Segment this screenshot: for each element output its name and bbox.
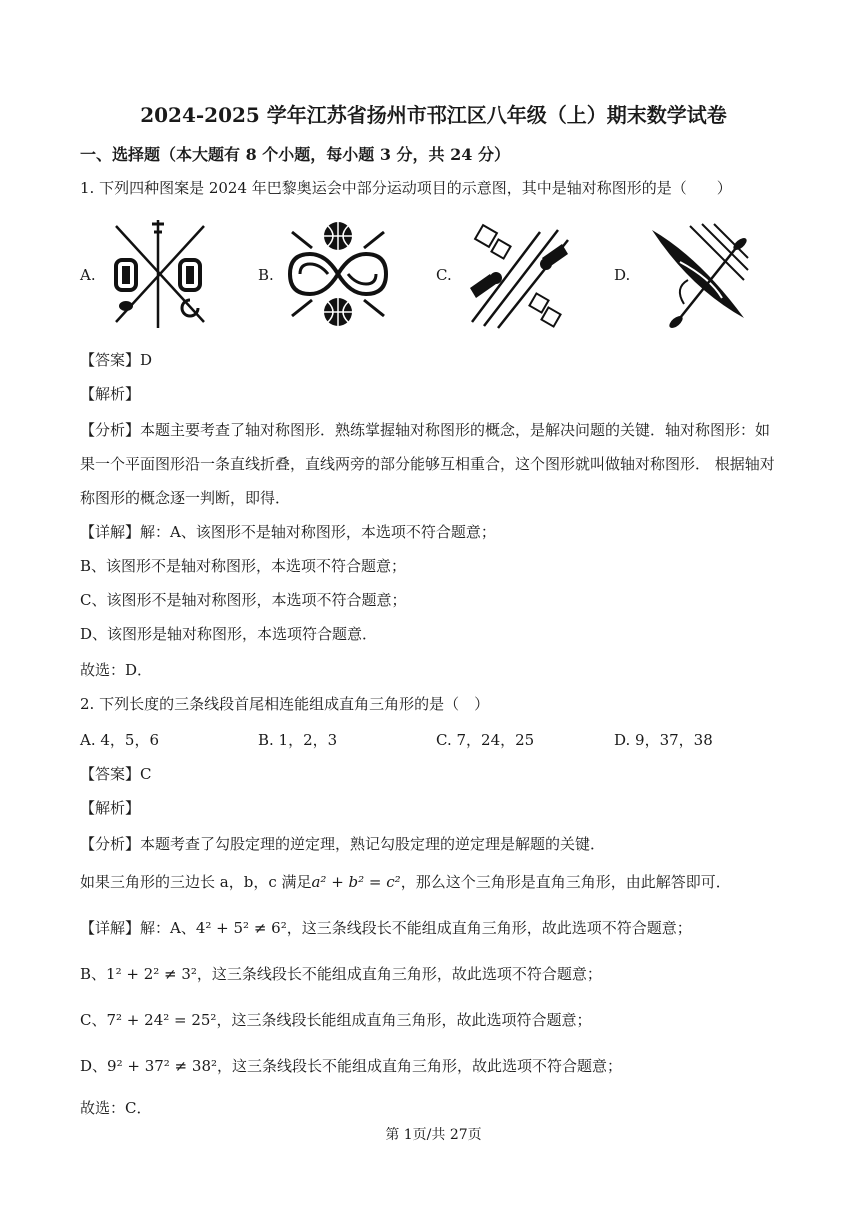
condition-suffix: ，那么这个三角形是直角三角形，由此解答即可．: [400, 873, 731, 891]
formula-b: 1² + 2² ≠ 3²: [106, 965, 197, 983]
option-a-label: A.: [80, 266, 96, 284]
analysis-1-line-3: 称图形的概念逐一判断，即得．: [80, 489, 291, 507]
answer-2: 【答案】C: [80, 765, 152, 783]
choice-a: A. 4，5，6: [80, 731, 159, 749]
analysis-2: 【分析】本题考查了勾股定理的逆定理，熟记勾股定理的逆定理是解题的关键．: [80, 835, 606, 853]
question-1-stem: 1. 下列四种图案是 2024 年巴黎奥运会中部分运动项目的示意图，其中是轴对称图形的是（ ）: [80, 179, 732, 197]
formula-c: 7² + 24² = 25²: [106, 1011, 217, 1029]
choice-d: D. 9，37，38: [614, 731, 713, 749]
condition-line: [80, 872, 731, 892]
badminton-icon: [462, 218, 574, 330]
detail-1-line-3: C、该图形不是轴对称图形，本选项不符合题意；: [80, 591, 407, 609]
answer-1: 【答案】D: [80, 351, 153, 369]
basketball-icon: [282, 218, 394, 330]
analysis-heading-2: 【解析】: [80, 799, 141, 817]
detail-label-c: C、: [80, 1011, 107, 1029]
section-heading: 一、选择题（本大题有 8 个小题，每小题 3 分，共 24 分）: [80, 145, 510, 164]
detail-2-line-d: [80, 1056, 622, 1076]
conclusion-1: 故选：D．: [80, 661, 153, 679]
condition-prefix: 如果三角形的三边长 a，b，c 满足: [80, 873, 312, 891]
rowing-icon: [640, 218, 752, 330]
question-2-stem: 2. 下列长度的三条线段首尾相连能组成直角三角形的是（ ）: [80, 695, 490, 713]
detail-2-line-a: [80, 918, 692, 938]
detail-text-d: ，这三条线段长不能组成直角三角形，故此选项不符合题意；: [217, 1057, 623, 1075]
detail-prefix: 【详解】解：A、: [80, 919, 196, 937]
detail-label-b: B、: [80, 965, 107, 983]
conclusion-2: 故选：C．: [80, 1099, 152, 1117]
detail-text-a: ，这三条线段长不能组成直角三角形，故此选项不符合题意；: [286, 919, 692, 937]
detail-label-d: D、: [80, 1057, 108, 1075]
formula-d: 9² + 37² ≠ 38²: [107, 1057, 217, 1075]
page-footer: 第 1页/共 27页: [385, 1127, 482, 1143]
detail-1-line-4: D、该图形是轴对称图形，本选项符合题意．: [80, 625, 378, 643]
option-d-label: D.: [614, 266, 631, 284]
detail-1-line-2: B、该图形不是轴对称图形，本选项不符合题意；: [80, 557, 407, 575]
option-c-label: C.: [436, 266, 452, 284]
analysis-1-line-2: 果一个平面图形沿一条直线折叠，直线两旁的部分能够互相重合，这个图形就叫做轴对称图形． 根据轴对: [80, 455, 775, 473]
choice-b: B. 1，2，3: [258, 731, 338, 749]
formula-a: 4² + 5² ≠ 6²: [195, 919, 287, 937]
detail-text-b: ，这三条线段长不能组成直角三角形，故此选项不符合题意；: [196, 965, 602, 983]
analysis-1-line-1: 【分析】本题主要考查了轴对称图形．熟练掌握轴对称图形的概念，是解决问题的关键．轴对称图形：如: [80, 421, 771, 439]
option-b-label: B.: [258, 266, 274, 284]
detail-2-line-b: [80, 964, 602, 984]
analysis-heading-1: 【解析】: [80, 385, 141, 403]
detail-1-line-1: 【详解】解：A、该图形不是轴对称图形，本选项不符合题意；: [80, 523, 496, 541]
condition-formula: a² + b² = c²: [311, 873, 401, 891]
page-title: 2024-2025 学年江苏省扬州市邗江区八年级（上）期末数学试卷: [140, 103, 727, 127]
fencing-icon: [108, 218, 212, 330]
detail-2-line-c: [80, 1010, 591, 1030]
detail-text-c: ，这三条线段长能组成直角三角形，故此选项符合题意；: [216, 1011, 592, 1029]
choice-c: C. 7，24，25: [436, 731, 535, 749]
